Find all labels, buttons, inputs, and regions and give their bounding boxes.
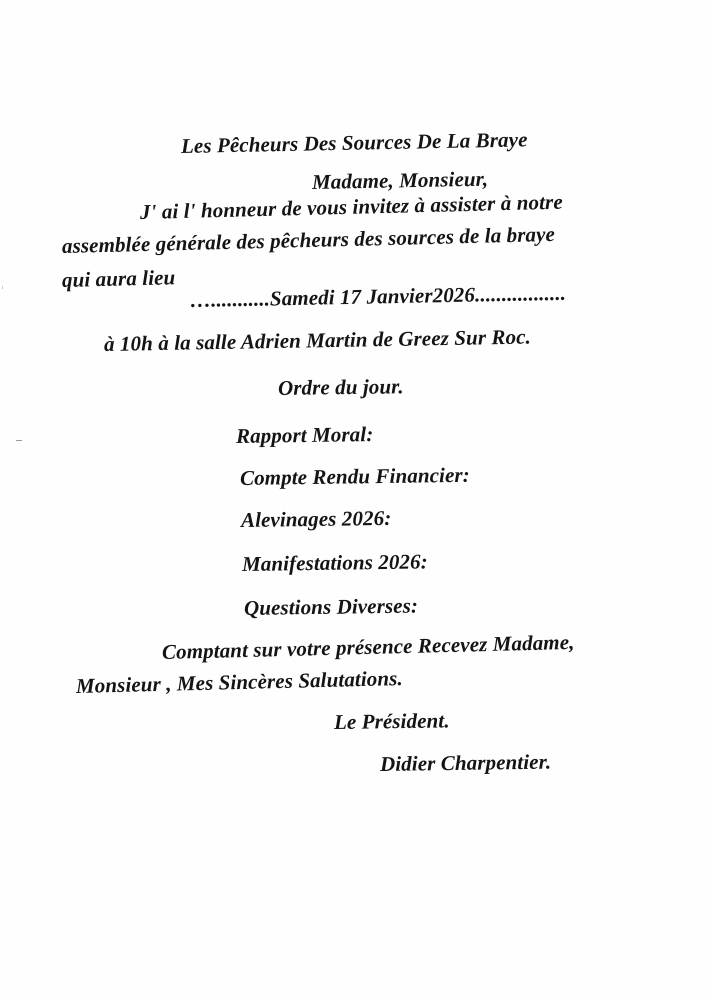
agenda-item-compte-rendu: Compte Rendu Financier: xyxy=(239,462,470,490)
agenda-title: Ordre du jour. xyxy=(277,374,404,400)
meeting-date: …...........Samedi 17 Janvier2026................. xyxy=(189,280,567,312)
salutation: Madame, Monsieur, xyxy=(311,166,489,194)
closing-line-2: Monsieur , Mes Sincères Salutations. xyxy=(75,666,404,698)
association-name: Les Pêcheurs Des Sources De La Braye xyxy=(180,127,528,158)
scan-mark xyxy=(16,440,22,441)
body-line-2: assemblée générale des pêcheurs des sources de la braye xyxy=(61,221,556,258)
closing-line-1: Comptant sur votre présence Recevez Madame, xyxy=(161,629,575,664)
signatory-name: Didier Charpentier. xyxy=(379,749,552,776)
agenda-item-questions: Questions Diverses: xyxy=(243,593,419,620)
body-line-3: qui aura lieu xyxy=(61,265,176,292)
body-line-1: J' ai l' honneur de vous invitez à assister à notre xyxy=(139,189,563,224)
agenda-item-manifestations: Manifestations 2026: xyxy=(241,549,428,576)
meeting-place: à 10h à la salle Adrien Martin de Greez Sur Roc. xyxy=(103,324,532,356)
agenda-item-rapport-moral: Rapport Moral: xyxy=(235,422,374,448)
signatory-title: Le Président. xyxy=(333,708,450,734)
scan-speck xyxy=(2,286,3,289)
agenda-item-alevinages: Alevinages 2026: xyxy=(240,505,392,532)
